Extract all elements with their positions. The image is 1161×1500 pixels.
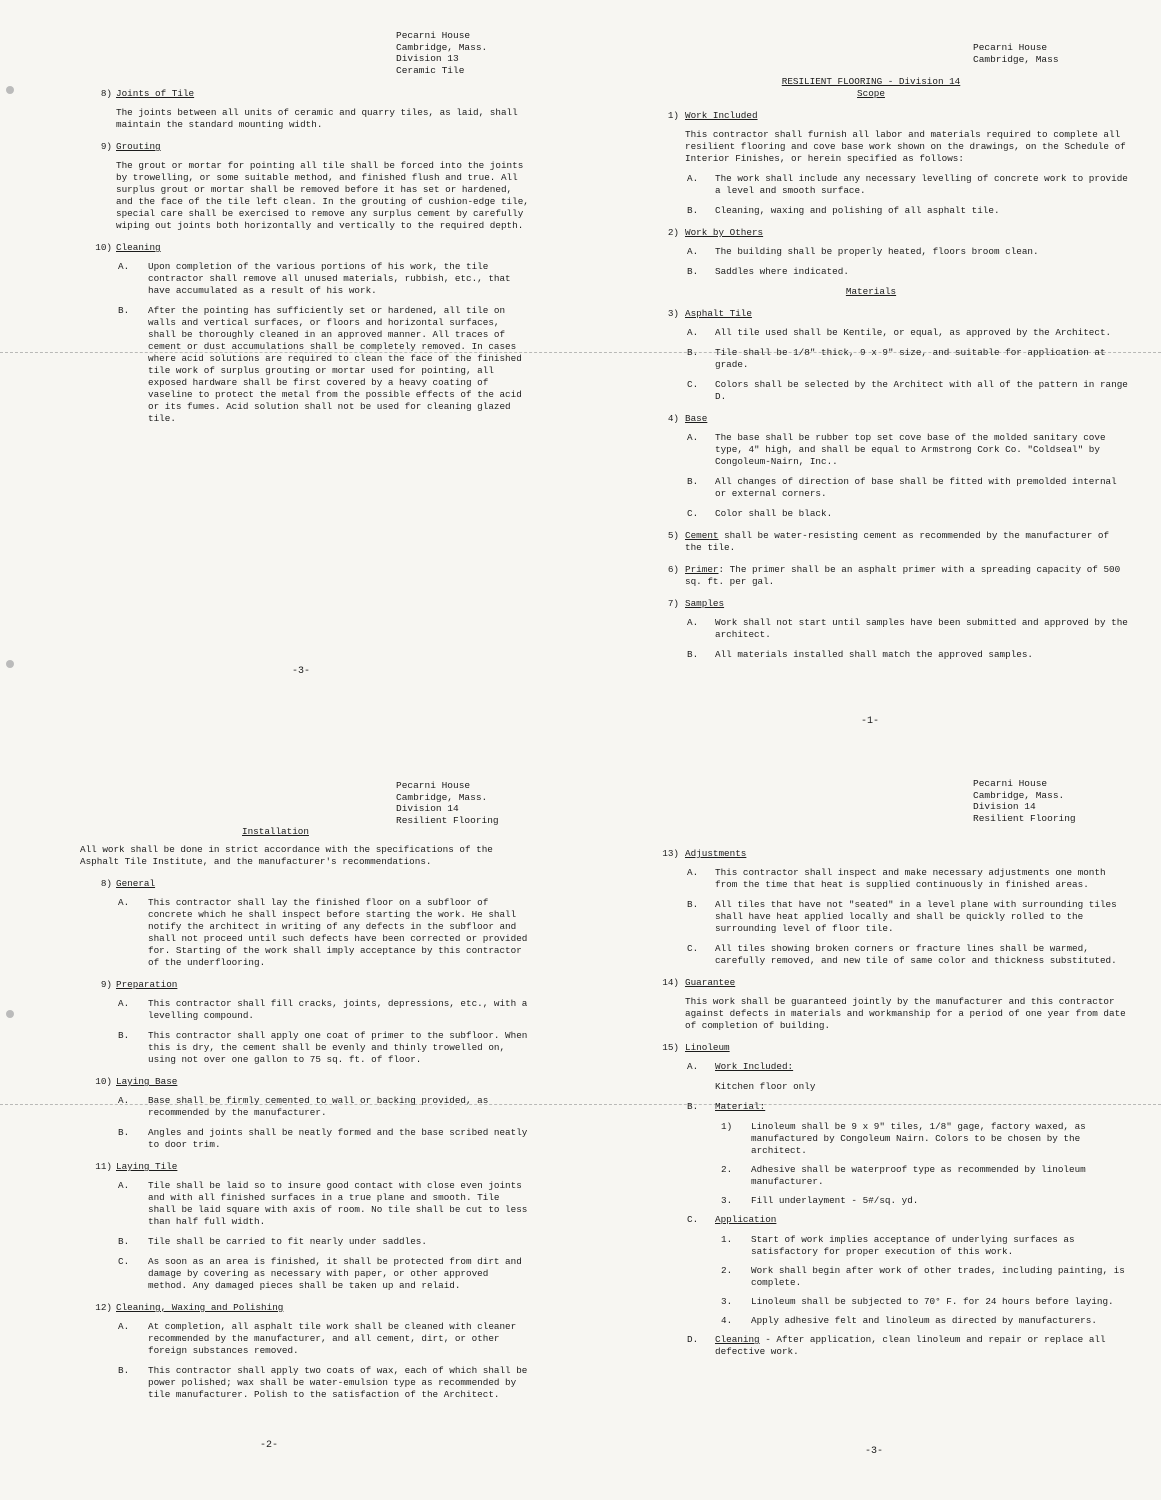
page-header: Pecarni House Cambridge, Mass. Division 13 Ceramic Tile bbox=[396, 30, 488, 76]
section-heading: 4) Base bbox=[667, 413, 708, 424]
list-item: A. At completion, all asphalt tile work shall be cleaned with cleaner recommended by the manufacturer, and all cement, dirt, or other foreign substances removed. bbox=[118, 1321, 517, 1356]
list-item: B. This contractor shall apply one coat of primer to the subfloor. When this is dry, the cement shall be evenly and thinly trowelled on, using not over one gallon to 75 sq. ft. of floor. bbox=[118, 1030, 528, 1065]
paragraph: All work shall be done in strict accordance with the specifications of the Asphalt Tile Institute, and the manufacturer's recommendations. bbox=[80, 844, 493, 867]
paragraph: This work shall be guaranteed jointly by the manufacturer and this contractor against defects in materials and workmanship for a period of one year from date of completion of building. bbox=[685, 996, 1126, 1031]
list-item: C. Application bbox=[687, 1214, 777, 1225]
section-heading: 13) Adjustments bbox=[662, 848, 747, 859]
page-header: Pecarni House Cambridge, Mass. Division 14 Resilient Flooring bbox=[396, 780, 499, 826]
list-item: B. All changes of direction of base shall be fitted with premolded internal or external corners. bbox=[687, 476, 1117, 499]
list-item: A. Work shall not start until samples have been submitted and approved by the architect. bbox=[687, 617, 1128, 640]
list-item: C. Colors shall be selected by the Architect with all of the pattern in range D. bbox=[687, 379, 1128, 402]
page-header: Pecarni House Cambridge, Mass bbox=[973, 42, 1059, 65]
page-number: -3- bbox=[292, 666, 311, 677]
sub-item: 2. Work shall begin after work of other trades, including painting, is complete. bbox=[721, 1265, 1125, 1288]
list-item: A. This contractor shall fill cracks, joints, depressions, etc., with a levelling compound. bbox=[118, 998, 528, 1021]
list-item: Kitchen floor only bbox=[715, 1081, 816, 1092]
section-heading: 8) General bbox=[100, 878, 156, 889]
list-item: A. Work Included: bbox=[687, 1061, 794, 1072]
list-item: B. Tile shall be 1/8" thick, 9 x 9" size, and suitable for application at grade. bbox=[687, 347, 1106, 370]
section-heading: 10) Laying Base bbox=[95, 1076, 178, 1087]
list-item: B. Angles and joints shall be neatly formed and the base scribed neatly to door trim. bbox=[118, 1127, 528, 1150]
page-body bbox=[591, 838, 1151, 1366]
paragraph: The grout or mortar for pointing all tile shall be forced into the joints by trowelling, or some suitable method, and finished flush and true. All surplus grout or mortar shall be removed before it has set or hardened, and the face of the tile left clean. In the grouting of cushion-edge tile, special care shall be exercised to remove any surplus cement by carefully wiping out joints both horizontally and vertically to the required depth. bbox=[116, 160, 529, 231]
section-heading: 9) Preparation bbox=[100, 979, 178, 990]
section-heading: 1) Work Included bbox=[667, 110, 758, 121]
list-item: B. Material: bbox=[687, 1101, 766, 1112]
sub-item: 1. Start of work implies acceptance of underlying surfaces as satisfactory for proper execution of this work. bbox=[721, 1234, 1075, 1257]
section-heading: 12) Cleaning, Waxing and Polishing bbox=[95, 1302, 284, 1313]
page-body bbox=[10, 78, 570, 433]
section-heading: 2) Work by Others bbox=[667, 227, 764, 238]
materials-label: Materials bbox=[845, 286, 897, 297]
page-adjustments-linoleum bbox=[591, 760, 1151, 1500]
page-resilient-flooring-scope bbox=[591, 10, 1151, 750]
list-item: A. All tile used shall be Kentile, or equal, as approved by the Architect. bbox=[687, 327, 1112, 338]
list-item: A. The building shall be properly heated, floors broom clean. bbox=[687, 246, 1039, 257]
paragraph: The joints between all units of ceramic and quarry tiles, as laid, shall maintain the standard mounting width. bbox=[116, 107, 518, 130]
list-item: A. This contractor shall inspect and make necessary adjustments one month from the time that heat is supplied continuously in finished areas. bbox=[687, 867, 1106, 890]
section-heading: 11) Laying Tile bbox=[95, 1161, 178, 1172]
section-heading: 7) Samples bbox=[667, 598, 725, 609]
page-body bbox=[10, 826, 570, 1409]
list-item: B. This contractor shall apply two coats of wax, each of which shall be power polished; wax shall be water-emulsion type as recommended by tile manufacturer. Polish to the satisfaction of the Architect. bbox=[118, 1365, 528, 1400]
page-number: -1- bbox=[861, 716, 880, 727]
list-item: B. All tiles that have not "seated" in a level plane with surrounding tiles shall have heat applied locally and shall be quickly rolled to the surrounding level of floor tile. bbox=[687, 899, 1117, 934]
page-number: -2- bbox=[260, 1440, 279, 1451]
list-item: B. Cleaning, waxing and polishing of all asphalt tile. bbox=[687, 205, 1000, 216]
list-item: A. The base shall be rubber top set cove base of the molded sanitary cove type, 4" high, and shall be equal to Armstrong Cork Co. "Coldseal" by Congoleum-Nairn, Inc.. bbox=[687, 432, 1106, 467]
section-heading: 9) Grouting bbox=[100, 141, 161, 152]
section-heading: 5) Cement shall be water-resisting cement as recommended by the manufacturer of the tile. bbox=[667, 530, 1110, 553]
page-ceramic-tile bbox=[10, 10, 570, 750]
list-item: B. Saddles where indicated. bbox=[687, 266, 849, 277]
list-item: B. Tile shall be carried to fit nearly under saddles. bbox=[118, 1236, 427, 1247]
sub-item: 3. Linoleum shall be subjected to 70° F. for 24 hours before laying. bbox=[721, 1296, 1114, 1307]
list-item: A. This contractor shall lay the finished floor on a subfloor of concrete which he shall inspect before starting the work. He shall notify the architect in writing of any defects in the subfloor and shall not proceed until such defects have been corrected or provided for. Starting of the work shall imply acceptance by this contractor of the underflooring. bbox=[118, 897, 528, 968]
section-heading: 6) Primer: The primer shall be an asphalt primer with a spreading capacity of 500 sq. ft. per gal. bbox=[667, 564, 1121, 587]
list-item: D. Cleaning - After application, clean linoleum and repair or replace all defective work. bbox=[687, 1334, 1106, 1357]
sub-item: 4. Apply adhesive felt and linoleum as directed by manufacturers. bbox=[721, 1315, 1097, 1326]
list-item: B. All materials installed shall match the approved samples. bbox=[687, 649, 1034, 660]
section-heading: 10) Cleaning bbox=[95, 242, 161, 253]
list-item: C. All tiles showing broken corners or fracture lines shall be warmed, carefully removed, and new tile of same color and thickness substituted. bbox=[687, 943, 1117, 966]
list-item: A. Base shall be firmly cemented to wall or backing provided, as recommended by the manufacturer. bbox=[118, 1095, 489, 1118]
list-item: C. Color shall be black. bbox=[687, 508, 833, 519]
installation-heading: Installation bbox=[242, 826, 309, 837]
page-number: -3- bbox=[865, 1446, 884, 1457]
list-item: C. As soon as an area is finished, it shall be protected from dirt and damage by covering as necessary with paper, or other approved method. Any damaged pieces shall be taken up and relaid. bbox=[118, 1256, 522, 1291]
section-heading: 14) Guarantee bbox=[662, 977, 736, 988]
list-item: A. The work shall include any necessary levelling of concrete work to provide a level and smooth surface. bbox=[687, 173, 1128, 196]
sub-item: 1) Linoleum shall be 9 x 9" tiles, 1/8" gage, factory waxed, as manufactured by Congoleum Nairn. Colors to be chosen by the architect. bbox=[721, 1121, 1086, 1156]
sub-item: 3. Fill underlayment - 5#/sq. yd. bbox=[721, 1195, 919, 1206]
page-installation bbox=[10, 760, 570, 1500]
list-item: A. Upon completion of the various portions of his work, the tile contractor shall remove all unused materials, rubbish, etc., that have accumulated as a result of his work. bbox=[118, 261, 511, 296]
division-heading: RESILIENT FLOORING - Division 14 bbox=[781, 76, 961, 87]
page-header: Pecarni House Cambridge, Mass. Division 14 Resilient Flooring bbox=[973, 778, 1076, 824]
list-item: A. Tile shall be laid so to insure good contact with close even joints and with all finished surfaces in a true plane and smooth. Tile shall be laid square with axis of room. No tile shall be cut to less than half full width. bbox=[118, 1180, 528, 1227]
section-heading: 3) Asphalt Tile bbox=[667, 308, 752, 319]
section-heading: 15) Linoleum bbox=[662, 1042, 730, 1053]
page-body bbox=[591, 72, 1151, 669]
scope-label: Scope bbox=[857, 88, 885, 99]
paragraph: This contractor shall furnish all labor and materials required to complete all resilient flooring and cove base work shown on the drawings, on the Schedule of Interior Finishes, or herein specified as follows: bbox=[685, 129, 1126, 164]
section-heading: 8) Joints of Tile bbox=[100, 88, 195, 99]
sub-item: 2. Adhesive shall be waterproof type as recommended by linoleum manufacturer. bbox=[721, 1164, 1086, 1187]
list-item: B. After the pointing has sufficiently set or hardened, all tile on walls and vertical surfaces, or floors and horizontal surfaces, shall be thoroughly cleaned in an approved manner. All traces of cement or dust accumulations shall be completely removed. In cases where acid solutions are required to clean the face of the finished tile work of surplus grouting or mortar used for pointing, all exposed hardware shall be first covered by a heavy coating of vaseline to protect the metal from the possible effects of the acid or its fumes. Acid solution shall not be used for cleaning glazed tile. bbox=[118, 305, 522, 424]
